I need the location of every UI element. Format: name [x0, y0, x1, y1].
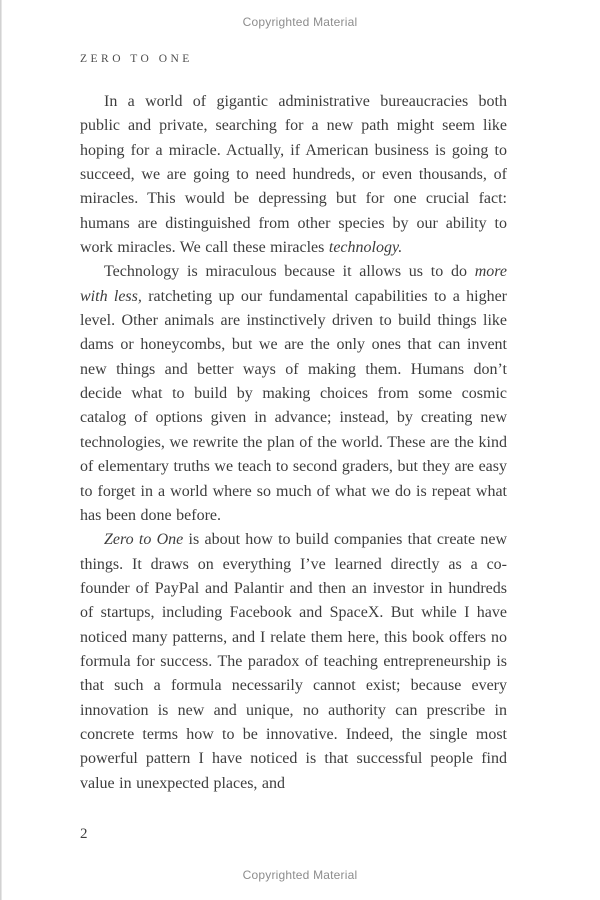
paragraph	[80, 90, 507, 260]
copyright-notice-top: Copyrighted Material	[242, 15, 358, 29]
page-scan-edge	[0, 0, 2, 900]
italic-text-run: Zero to One	[104, 531, 184, 549]
body-text	[80, 90, 507, 796]
italic-text-run: technology.	[328, 239, 403, 257]
text-run: Technology is miraculous because it allows us to do	[104, 263, 475, 281]
text-run: In a world of gigantic administrative bureaucracies both public and private, searching for a new path might seem like hoping for a miracle. Actually, if American business is going to succeed, we are going to need hundreds, or even thousands, of miracles. This would be depressing but for one crucial fact: humans are distinguished from other species by our ability to work miracles. We call these miracles	[80, 93, 507, 257]
copyright-notice-bottom: Copyrighted Material	[242, 868, 358, 882]
paragraph	[80, 260, 507, 528]
running-header: ZERO TO ONE	[80, 53, 193, 65]
italic-text-run: more with less,	[80, 263, 507, 305]
text-run: ratcheting up our fundamental capabilities to a higher level. Other animals are instinctively driven to build things like dams or honeycombs, but we are the only ones that can invent new things and better ways of making them. Humans don’t decide what to build by making choices from some cosmic catalog of options given in advance; instead, by creating new technologies, we rewrite the plan of the world. These are the kind of elementary truths we teach to second graders, but they are easy to forget in a world where so much of what we do is repeat what has been done before.	[80, 287, 508, 524]
text-run: is about how to build companies that create new things. It draws on everything I’ve learned directly as a co-founder of PayPal and Palantir and then an investor in hundreds of startups, including Facebook and SpaceX. But while I have noticed many patterns, and I relate them here, this book offers no formula for success. The paradox of teaching entrepreneurship is that such a formula necessarily cannot exist; because every innovation is new and unique, no authority can prescribe in concrete terms how to be innovative. Indeed, the single most powerful pattern I have noticed is that successful people find value in unexpected places, and	[80, 531, 508, 792]
paragraph	[80, 528, 507, 796]
page-number: 2	[80, 826, 88, 842]
